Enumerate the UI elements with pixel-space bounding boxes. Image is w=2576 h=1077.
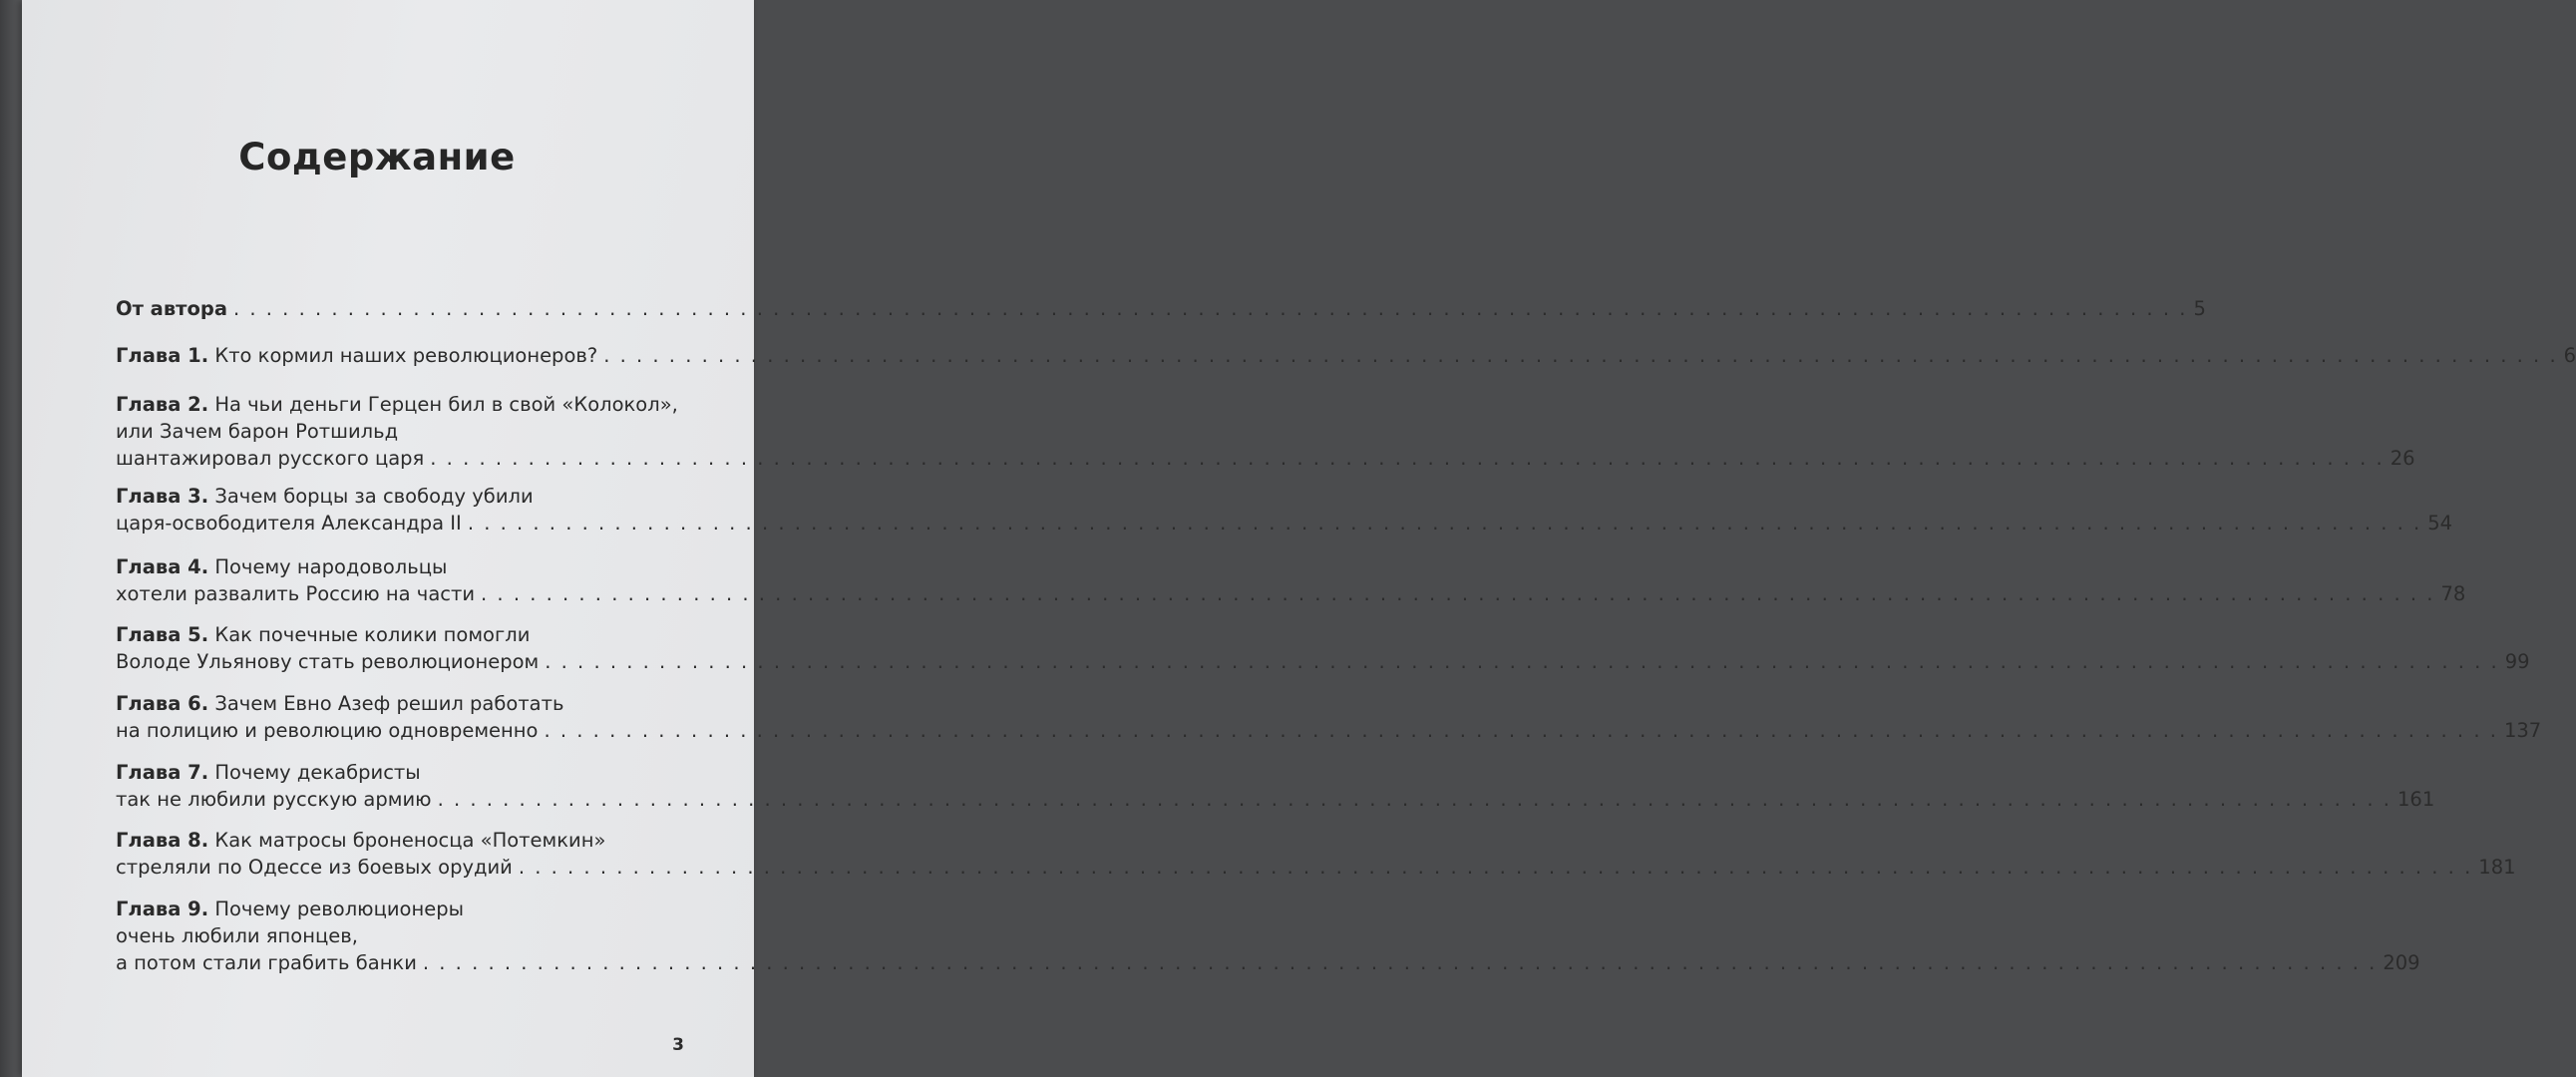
entry-page-number: 26 bbox=[2390, 447, 2415, 470]
entry-label: От автора bbox=[116, 297, 227, 320]
toc-entry bbox=[116, 621, 2530, 675]
entry-page-number: 161 bbox=[2397, 788, 2435, 811]
dot-leader: . . . . . . . . . . . . . . . . . . . . . . . . . . . . . . . . . . . . . . . . . . . . . . . . . . . . . . . . . . . . . . . . . . . . . . . . . . . . . . . . . . . . . . . . . . . . . . . . . . . . . . . . . . . . . . . . . . . . . . . . bbox=[481, 582, 2435, 605]
entry-page-number: 137 bbox=[2503, 719, 2542, 742]
entry-title-line: или Зачем барон Ротшильд bbox=[116, 420, 399, 443]
entry-label: Глава 5. bbox=[116, 623, 209, 646]
entry-label: Глава 7. bbox=[116, 761, 209, 784]
entry-title-line: хотели развалить Россию на части bbox=[116, 582, 476, 605]
dot-leader: . . . . . . . . . . . . . . . . . . . . . . . . . . . . . . . . . . . . . . . . . . . . . . . . . . . . . . . . . . . . . . . . . . . . . . . . . . . . . . . . . . . . . . . . . . . . . . . . . . . . . . . . . . . . . . . . . . . . . . . . bbox=[422, 951, 2378, 974]
toc-entry bbox=[116, 896, 2420, 976]
entry-title-line: Почему декабристы bbox=[214, 761, 421, 784]
entry-title-line: На чьи деньги Герцен бил в свой «Колокол», bbox=[214, 393, 678, 416]
dot-leader: . . . . . . . . . . . . . . . . . . . . . . . . . . . . . . . . . . . . . . . . . . . . . . . . . . . . . . . . . . . . . . . . . . . . . . . . . . . . . . . . . . . . . . . . . . . . . . . . . . . . . . . . . . . . . . . . . . . . . . . . bbox=[467, 512, 2422, 535]
entry-label: Глава 8. bbox=[116, 829, 209, 852]
entry-page-number: 6 bbox=[2563, 344, 2576, 367]
entry-title-line: Зачем Евно Азеф решил работать bbox=[214, 692, 564, 715]
toc-entry bbox=[116, 690, 2542, 744]
page-number: 3 bbox=[672, 1035, 684, 1055]
entry-label: Глава 4. bbox=[116, 555, 209, 578]
entry-title-line: Как матросы броненосца «Потемкин» bbox=[214, 829, 606, 852]
entry-page-number: 5 bbox=[2193, 297, 2206, 320]
entry-title-line: так не любили русскую армию bbox=[116, 788, 432, 811]
entry-title-line: Володе Ульянову стать революционером bbox=[116, 650, 540, 673]
entry-title-line: очень любили японцев, bbox=[116, 924, 358, 947]
dot-leader: . . . . . . . . . . . . . . . . . . . . . . . . . . . . . . . . . . . . . . . . . . . . . . . . . . . . . . . . . . . . . . . . . . . . . . . . . . . . . . . . . . . . . . . . . . . . . . . . . . . . . . . . . . . . . . . . . . . . . . . . bbox=[518, 856, 2473, 879]
entry-page-number: 209 bbox=[2383, 951, 2420, 974]
entry-label: Глава 2. bbox=[116, 393, 209, 416]
entry-title-line: шантажировал русского царя bbox=[116, 447, 425, 470]
entry-page-number: 54 bbox=[2427, 512, 2453, 535]
entry-label: Глава 1. bbox=[116, 344, 209, 367]
dot-leader: . . . . . . . . . . . . . . . . . . . . . . . . . . . . . . . . . . . . . . . . . . . . . . . . . . . . . . . . . . . . . . . . . . . . . . . . . . . . . . . . . . . . . . . . . . . . . . . . . . . . . . . . . . . . . . . . . . . . . . . . bbox=[603, 344, 2558, 367]
entry-title-line: а потом стали грабить банки bbox=[116, 951, 417, 974]
entry-title-line: Почему революционеры bbox=[214, 898, 464, 920]
entry-title-line: Зачем борцы за свободу убили bbox=[214, 485, 534, 508]
entry-label: Глава 3. bbox=[116, 485, 209, 508]
toc-entry bbox=[116, 483, 2453, 537]
entry-label: Глава 9. bbox=[116, 898, 209, 920]
toc-entry bbox=[116, 759, 2435, 813]
entry-title-line: Кто кормил наших революционеров? bbox=[214, 344, 598, 367]
entry-title-line: на полицию и революцию одновременно bbox=[116, 719, 539, 742]
toc-entry bbox=[116, 553, 2466, 607]
toc-entry bbox=[116, 342, 2576, 369]
dot-leader: . . . . . . . . . . . . . . . . . . . . . . . . . . . . . . . . . . . . . . . . . . . . . . . . . . . . . . . . . . . . . . . . . . . . . . . . . . . . . . . . . . . . . . . . . . . . . . . . . . . . . . . . . . . . . . . . . . . . . . . . bbox=[437, 788, 2392, 811]
entry-page-number: 181 bbox=[2478, 856, 2516, 879]
toc-entry bbox=[116, 295, 2206, 322]
entry-label: Глава 6. bbox=[116, 692, 209, 715]
dot-leader: . . . . . . . . . . . . . . . . . . . . . . . . . . . . . . . . . . . . . . . . . . . . . . . . . . . . . . . . . . . . . . . . . . . . . . . . . . . . . . . . . . . . . . . . . . . . . . . . . . . . . . . . . . . . . . . . . . . . . . . . bbox=[545, 650, 2499, 673]
dot-leader: . . . . . . . . . . . . . . . . . . . . . . . . . . . . . . . . . . . . . . . . . . . . . . . . . . . . . . . . . . . . . . . . . . . . . . . . . . . . . . . . . . . . . . . . . . . . . . . . . . . . . . . . . . . . . . . . . . . . . . . . bbox=[232, 297, 2188, 320]
entry-title-line: стреляли по Одессе из боевых орудий bbox=[116, 856, 513, 879]
entry-title-line: царя-освободителя Александра II bbox=[116, 512, 462, 535]
toc-entry bbox=[116, 827, 2516, 881]
entry-title-line: Почему народовольцы bbox=[214, 555, 448, 578]
dot-leader: . . . . . . . . . . . . . . . . . . . . . . . . . . . . . . . . . . . . . . . . . . . . . . . . . . . . . . . . . . . . . . . . . . . . . . . . . . . . . . . . . . . . . . . . . . . . . . . . . . . . . . . . . . . . . . . . . . . . . . . . bbox=[430, 447, 2385, 470]
page-title: Содержание bbox=[238, 136, 516, 179]
entry-page-number: 78 bbox=[2440, 582, 2466, 605]
dot-leader: . . . . . . . . . . . . . . . . . . . . . . . . . . . . . . . . . . . . . . . . . . . . . . . . . . . . . . . . . . . . . . . . . . . . . . . . . . . . . . . . . . . . . . . . . . . . . . . . . . . . . . . . . . . . . . . . . . . . . . . . bbox=[544, 719, 2498, 742]
toc-entry bbox=[116, 391, 2415, 472]
entry-title-line: Как почечные колики помогли bbox=[214, 623, 531, 646]
entry-page-number: 99 bbox=[2504, 650, 2530, 673]
